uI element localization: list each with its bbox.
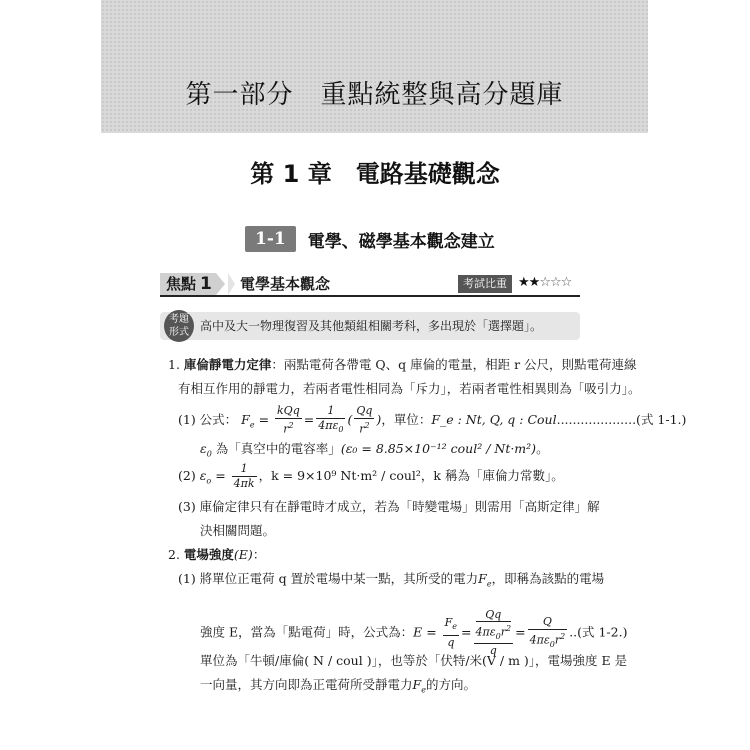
star-empty-icon: ☆☆☆ (539, 275, 572, 290)
item2-line1 (168, 546, 265, 564)
p2-label: (2) (178, 468, 196, 483)
p1-unit-math: F_e : Nt, Q, q : Coul (431, 412, 557, 428)
frac-kQq: $\frac{\text{kQq}}{r^2}$ (277, 404, 300, 436)
exam-weight-label: 考試比重 (458, 275, 512, 293)
frac-fe-over-q: $\frac{F_e}{q}$ (444, 616, 458, 649)
item2-p1-text1b: ，即稱為該點的電場 (491, 571, 605, 586)
badge-line-2: 形式 (169, 327, 189, 338)
item2-unit-line1: 單位為「牛頓/庫倫( N / coul )」，也等於「伏特/米(V / m )」，電場強度 E 是 (200, 653, 628, 668)
item2-p1-line1 (178, 570, 604, 594)
item1-p3-line1: (3) 庫倫定律只有在靜電時才成立，若為「時變電場」則需用「高斯定律」解 (178, 499, 600, 514)
item1-formula-2 (178, 462, 564, 491)
eps-value: (ε₀ = 8.85×10⁻¹² coul² / Nt·m²) (340, 441, 537, 456)
chapter-title: 第 1 章 電路基礎觀念 (250, 160, 500, 188)
frac-one-over-4pi: $\frac{1}{4\pi\varepsilon_0}$ (318, 404, 344, 435)
eps-formula: $\varepsilon_o$ = (199, 468, 230, 486)
exam-form-text: 高中及大一物理復習及其他類組相關考科，多出現於「選擇題」。 (200, 319, 543, 333)
item2-title-end: ： (252, 547, 266, 562)
item2-unit-text2: 一向量，其方向即為正電荷所受靜電力 (200, 677, 413, 692)
item1-formula-1: (1) 公式： $F_e$ = $\frac{\text{kQq}}{r^2}$ = $\frac{1}{4\pi\varepsilon_0}$ ( $\frac{Qq}{r^2}$ )，單位：F_e : Nt, Q, q : Coul....................(式 1-1.) (178, 404, 687, 436)
eps-end: 。 (536, 441, 549, 456)
focus-title: 電學基本觀念 (240, 275, 331, 293)
item1-lead: 1. (168, 357, 184, 372)
badge-line-1: 考題 (169, 314, 189, 325)
e-formula: E = (413, 624, 441, 640)
frac-one-over-4pik: $\frac{1}{4\pi k}$ (233, 462, 255, 490)
eps-symbol: $\varepsilon_0$ (200, 441, 212, 459)
frac-Qq: $\frac{Qq}{r^2}$ (356, 404, 373, 436)
item2-p1-text2: 強度 E，當為「點電荷」時，公式為： (200, 624, 414, 640)
coulomb-formula: $F_e$ = (241, 412, 274, 430)
item2-unit-text2b: 的方向。 (425, 677, 476, 692)
item2-title: 電場強度 (183, 547, 234, 562)
focus-label: 焦點 (166, 275, 197, 293)
item2-p1-ref: ..(式 1-2.) (569, 624, 628, 640)
fe-symbol: $F_e$ (478, 571, 492, 589)
p1-ref: ....................(式 1-1.) (556, 412, 687, 428)
p2-text: ，k = 9×10⁹ Nt·m² / coul²，k 稱為「庫倫力常數」。 (258, 468, 564, 483)
focus-number: 1 (200, 274, 212, 294)
item1-p3-line2: 決相關問題。 (200, 523, 276, 538)
eps-text: 為「真空中的電容率」 (215, 441, 341, 456)
frac-Q-over-4pi: $\frac{Q}{4\pi\varepsilon_0r^2}$ (529, 614, 566, 649)
item2-formula: 強度 E，當為「點電荷」時，公式為：E = $\frac{F_e}{q}$ = Qq $4\pi\varepsilon_0r^2$ q = $\frac{Q}{4\pi\varepsilon_0r^2}$ ..(式 1-2.) (200, 608, 628, 657)
item1-line1 (168, 356, 637, 374)
star-filled-icon: ★★ (518, 275, 540, 290)
section-title: 電學、磁學基本觀念建立 (307, 231, 495, 252)
p1-label: (1) 公式： (178, 412, 238, 428)
item2-p1-text1: (1) 將單位正電荷 q 置於電場中某一點，其所受的電力 (178, 571, 479, 586)
item1-line2: 有相互作用的靜電力，若兩者電性相同為「斥力」，若兩者電性相異則為「吸引力」。 (178, 381, 641, 396)
item1-text1: ：兩點電荷各帶電 Q、q 庫倫的電量，相距 r 公尺，則點電荷連線 (271, 357, 637, 372)
eps-line (200, 440, 549, 464)
p1-unit: ，單位： (381, 412, 432, 428)
part-title: 第一部分 重點統整與高分題庫 (185, 80, 564, 110)
item1-title: 庫倫靜電力定律 (183, 357, 272, 372)
item2-title-sym: (E) (233, 547, 253, 562)
section-number: 1-1 (245, 226, 296, 252)
fe-symbol-2: $F_e$ (412, 677, 426, 695)
item2-unit-line2 (200, 676, 476, 700)
item2-lead: 2. (168, 547, 184, 562)
frac-nested: Qq $4\pi\varepsilon_0r^2$ q (475, 608, 512, 657)
